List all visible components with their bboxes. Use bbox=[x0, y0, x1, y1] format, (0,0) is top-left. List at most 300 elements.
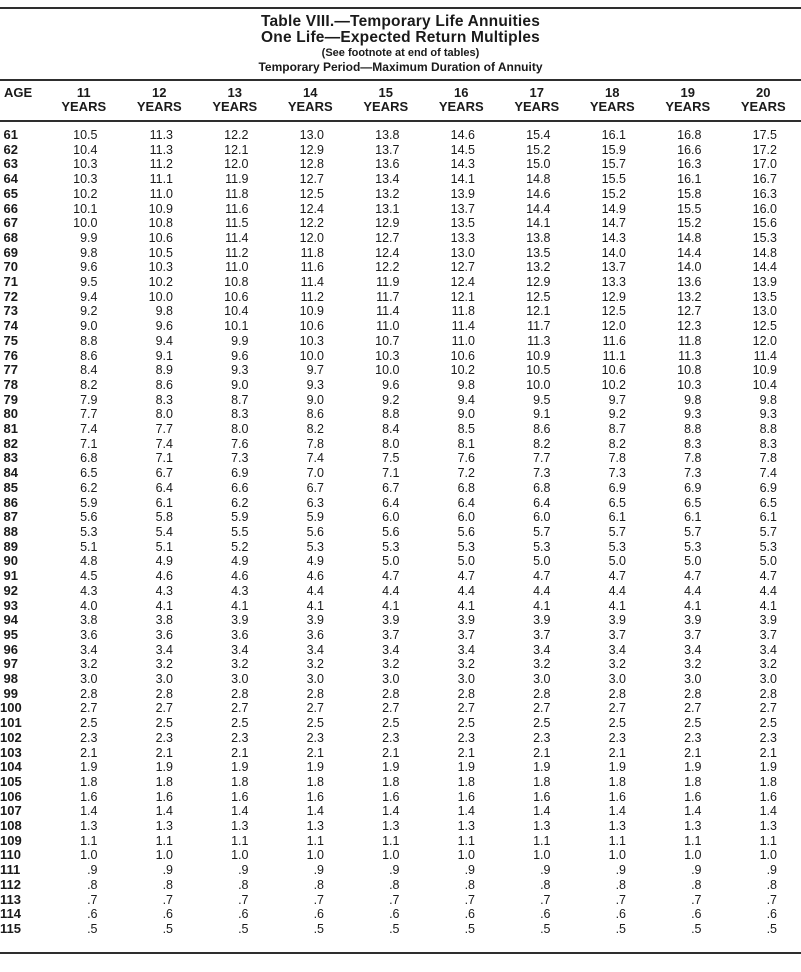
value-cell: 13.7 bbox=[450, 201, 475, 216]
value-cell: 16.3 bbox=[677, 157, 702, 172]
year-number-label: 17 bbox=[529, 85, 544, 100]
value-cell: 3.7 bbox=[457, 627, 475, 642]
value-cell: 3.2 bbox=[231, 657, 249, 672]
value-cell: 4.6 bbox=[155, 569, 173, 584]
value-cell: 8.3 bbox=[759, 436, 777, 451]
age-cell: 82 bbox=[3, 435, 18, 451]
value-cell: 11.3 bbox=[149, 128, 173, 142]
value-cell: .8 bbox=[389, 877, 400, 892]
value-cell: 2.7 bbox=[231, 701, 249, 716]
value-cell: 8.3 bbox=[684, 436, 702, 451]
value-cell: 11.3 bbox=[678, 348, 702, 363]
value-cell: .8 bbox=[313, 877, 324, 892]
value-cell: 11.6 bbox=[602, 333, 626, 348]
value-cell: .7 bbox=[691, 892, 702, 907]
value-cell: 13.2 bbox=[375, 186, 400, 201]
value-cell: 5.6 bbox=[457, 524, 475, 539]
table-row bbox=[0, 496, 801, 511]
age-cell: 70 bbox=[3, 259, 18, 275]
value-cell: 9.8 bbox=[155, 304, 173, 319]
value-cell: 9.3 bbox=[231, 363, 249, 378]
value-cell: 3.0 bbox=[457, 672, 475, 687]
value-cell: 4.1 bbox=[457, 598, 475, 613]
value-cell: 1.8 bbox=[684, 774, 702, 789]
age-cell: 98 bbox=[3, 671, 18, 687]
age-cell: 84 bbox=[3, 465, 18, 481]
value-cell: 9.1 bbox=[533, 407, 551, 422]
table-row bbox=[0, 363, 801, 378]
table-row bbox=[0, 121, 801, 143]
value-cell: 5.3 bbox=[80, 524, 98, 539]
value-cell: 12.4 bbox=[299, 201, 324, 216]
value-cell: 9.6 bbox=[382, 377, 400, 392]
value-cell: .5 bbox=[313, 921, 324, 936]
value-cell: 2.5 bbox=[457, 716, 475, 731]
value-cell: .7 bbox=[162, 892, 173, 907]
value-cell: 6.8 bbox=[457, 480, 475, 495]
value-cell: 12.1 bbox=[224, 142, 249, 157]
value-cell: .8 bbox=[162, 877, 173, 892]
value-cell: 6.7 bbox=[382, 480, 400, 495]
value-cell: 10.7 bbox=[375, 333, 400, 348]
value-cell: 3.2 bbox=[457, 657, 475, 672]
year-column-header bbox=[273, 80, 349, 121]
age-cell: 71 bbox=[3, 274, 18, 290]
value-cell: 7.7 bbox=[155, 422, 173, 437]
table-row bbox=[0, 760, 801, 775]
value-cell: 1.8 bbox=[155, 774, 173, 789]
value-cell: .8 bbox=[615, 877, 626, 892]
value-cell: 5.3 bbox=[759, 539, 777, 554]
value-cell: 15.6 bbox=[752, 216, 777, 231]
value-cell: 10.4 bbox=[224, 304, 249, 319]
value-cell: 6.4 bbox=[155, 480, 173, 495]
value-cell: 9.7 bbox=[608, 392, 626, 407]
table-row bbox=[0, 510, 801, 525]
age-cell: 104 bbox=[0, 759, 22, 775]
value-cell: 1.0 bbox=[457, 848, 475, 863]
table-row bbox=[0, 834, 801, 849]
value-cell: 6.0 bbox=[457, 510, 475, 525]
age-cell: 108 bbox=[0, 818, 22, 834]
table-row bbox=[0, 525, 801, 540]
value-cell: 5.3 bbox=[382, 539, 400, 554]
value-cell: 7.3 bbox=[533, 466, 551, 481]
value-cell: 11.6 bbox=[225, 201, 249, 216]
value-cell: 3.4 bbox=[155, 642, 173, 657]
value-cell: 7.8 bbox=[306, 436, 324, 451]
value-cell: 3.9 bbox=[382, 613, 400, 628]
value-cell: 12.5 bbox=[526, 289, 551, 304]
value-cell: .5 bbox=[389, 921, 400, 936]
value-cell: .7 bbox=[464, 892, 475, 907]
age-cell: 61 bbox=[3, 127, 18, 142]
age-cell: 112 bbox=[0, 876, 21, 892]
value-cell: .7 bbox=[766, 892, 777, 907]
value-cell: 1.6 bbox=[608, 789, 626, 804]
value-cell: 3.2 bbox=[759, 657, 777, 672]
value-cell: 2.1 bbox=[684, 745, 702, 760]
value-cell: 1.0 bbox=[759, 848, 777, 863]
value-cell: 9.3 bbox=[306, 377, 324, 392]
year-number-label: 16 bbox=[454, 85, 469, 100]
value-cell: 13.4 bbox=[375, 172, 400, 187]
value-cell: 2.3 bbox=[684, 730, 702, 745]
value-cell: 10.6 bbox=[224, 289, 249, 304]
value-cell: 6.1 bbox=[759, 510, 777, 525]
table-row bbox=[0, 451, 801, 466]
value-cell: 8.3 bbox=[231, 407, 249, 422]
value-cell: 15.4 bbox=[526, 128, 551, 142]
value-cell: 10.0 bbox=[375, 363, 400, 378]
value-cell: 3.0 bbox=[231, 672, 249, 687]
value-cell: 5.0 bbox=[533, 554, 551, 569]
age-cell: 101 bbox=[0, 715, 22, 731]
value-cell: 12.2 bbox=[299, 216, 324, 231]
value-cell: 2.5 bbox=[80, 716, 98, 731]
value-cell: 1.0 bbox=[306, 848, 324, 863]
age-cell: 95 bbox=[3, 626, 18, 642]
value-cell: 5.9 bbox=[306, 510, 324, 525]
value-cell: 10.3 bbox=[73, 172, 98, 187]
value-cell: 7.8 bbox=[684, 451, 702, 466]
value-cell: 13.5 bbox=[526, 245, 551, 260]
value-cell: 2.7 bbox=[759, 701, 777, 716]
value-cell: 13.3 bbox=[601, 275, 626, 290]
value-cell: 8.8 bbox=[684, 422, 702, 437]
value-cell: 12.0 bbox=[299, 230, 324, 245]
value-cell: 10.9 bbox=[299, 304, 324, 319]
value-cell: 1.3 bbox=[759, 819, 777, 834]
value-cell: 3.0 bbox=[80, 672, 98, 687]
value-cell: 4.1 bbox=[382, 598, 400, 613]
value-cell: 1.4 bbox=[155, 804, 173, 819]
value-cell: 9.6 bbox=[231, 348, 249, 363]
value-cell: 3.2 bbox=[684, 657, 702, 672]
table-row bbox=[0, 304, 801, 319]
value-cell: 2.1 bbox=[80, 745, 98, 760]
value-cell: 1.1 bbox=[608, 833, 626, 848]
age-cell: 64 bbox=[3, 171, 18, 187]
value-cell: .9 bbox=[313, 863, 324, 878]
value-cell: 16.7 bbox=[752, 172, 777, 187]
year-number-label: 20 bbox=[756, 85, 771, 100]
value-cell: 5.6 bbox=[80, 510, 98, 525]
value-cell: 10.8 bbox=[148, 216, 173, 231]
value-cell: 8.8 bbox=[382, 407, 400, 422]
value-cell: 11.8 bbox=[451, 304, 475, 319]
value-cell: 3.2 bbox=[80, 657, 98, 672]
table-row bbox=[0, 481, 801, 496]
value-cell: 7.4 bbox=[155, 436, 173, 451]
value-cell: 2.3 bbox=[533, 730, 551, 745]
value-cell: 8.5 bbox=[457, 422, 475, 437]
value-cell: 5.3 bbox=[533, 539, 551, 554]
value-cell: 1.4 bbox=[80, 804, 98, 819]
table-row bbox=[0, 819, 801, 834]
value-cell: .8 bbox=[238, 877, 249, 892]
value-cell: 9.8 bbox=[457, 377, 475, 392]
value-cell: 2.7 bbox=[155, 701, 173, 716]
value-cell: 12.7 bbox=[677, 304, 702, 319]
value-cell: 1.6 bbox=[533, 789, 551, 804]
value-cell: 2.8 bbox=[684, 686, 702, 701]
value-cell: 4.3 bbox=[155, 583, 173, 598]
value-cell: 1.4 bbox=[306, 804, 324, 819]
value-cell: 6.1 bbox=[684, 510, 702, 525]
value-cell: 2.5 bbox=[155, 716, 173, 731]
value-cell: 1.1 bbox=[382, 833, 400, 848]
value-cell: 7.2 bbox=[457, 466, 475, 481]
value-cell: 14.3 bbox=[450, 157, 475, 172]
value-cell: 15.8 bbox=[677, 186, 702, 201]
value-cell: 4.1 bbox=[759, 598, 777, 613]
value-cell: 3.4 bbox=[533, 642, 551, 657]
value-cell: 1.6 bbox=[231, 789, 249, 804]
value-cell: 3.2 bbox=[306, 657, 324, 672]
age-cell: 97 bbox=[3, 656, 18, 672]
value-cell: 4.7 bbox=[382, 569, 400, 584]
value-cell: 8.2 bbox=[306, 422, 324, 437]
table-title-line2: One Life—Expected Return Multiples bbox=[261, 29, 540, 46]
value-cell: 1.6 bbox=[457, 789, 475, 804]
value-cell: 3.8 bbox=[155, 613, 173, 628]
value-cell: 4.4 bbox=[759, 583, 777, 598]
value-cell: 17.5 bbox=[752, 128, 777, 142]
value-cell: 4.8 bbox=[80, 554, 98, 569]
table-row bbox=[0, 187, 801, 202]
value-cell: 8.2 bbox=[533, 436, 551, 451]
value-cell: 3.4 bbox=[231, 642, 249, 657]
value-cell: 12.9 bbox=[526, 275, 551, 290]
value-cell: .6 bbox=[162, 907, 173, 922]
value-cell: 2.5 bbox=[684, 716, 702, 731]
value-cell: 4.5 bbox=[80, 569, 98, 584]
value-cell: 3.6 bbox=[231, 627, 249, 642]
value-cell: 1.0 bbox=[533, 848, 551, 863]
table-row bbox=[0, 216, 801, 231]
value-cell: 9.9 bbox=[231, 333, 249, 348]
value-cell: 1.6 bbox=[759, 789, 777, 804]
value-cell: 11.3 bbox=[149, 142, 173, 157]
value-cell: 11.4 bbox=[300, 275, 324, 290]
value-cell: 2.8 bbox=[759, 686, 777, 701]
value-cell: 8.0 bbox=[155, 407, 173, 422]
value-cell: 1.0 bbox=[608, 848, 626, 863]
value-cell: 4.9 bbox=[231, 554, 249, 569]
value-cell: 8.0 bbox=[231, 422, 249, 437]
value-cell: .6 bbox=[615, 907, 626, 922]
value-cell: 3.0 bbox=[608, 672, 626, 687]
value-cell: 1.9 bbox=[759, 760, 777, 775]
value-cell: 4.4 bbox=[306, 583, 324, 598]
value-cell: 3.0 bbox=[382, 672, 400, 687]
value-cell: 5.3 bbox=[306, 539, 324, 554]
age-cell: 86 bbox=[3, 494, 18, 510]
value-cell: 8.6 bbox=[306, 407, 324, 422]
value-cell: 16.1 bbox=[601, 128, 626, 142]
value-cell: 1.4 bbox=[608, 804, 626, 819]
value-cell: 11.9 bbox=[376, 275, 400, 290]
value-cell: 14.8 bbox=[752, 245, 777, 260]
value-cell: 5.9 bbox=[231, 510, 249, 525]
value-cell: 4.1 bbox=[684, 598, 702, 613]
table-body bbox=[0, 121, 801, 937]
value-cell: .9 bbox=[162, 863, 173, 878]
value-cell: 4.3 bbox=[231, 583, 249, 598]
value-cell: 7.8 bbox=[759, 451, 777, 466]
value-cell: 15.2 bbox=[601, 186, 626, 201]
value-cell: 10.4 bbox=[752, 377, 777, 392]
value-cell: 3.4 bbox=[457, 642, 475, 657]
value-cell: 5.0 bbox=[759, 554, 777, 569]
value-cell: 8.8 bbox=[80, 333, 98, 348]
value-cell: 13.1 bbox=[375, 201, 400, 216]
value-cell: 12.1 bbox=[450, 289, 475, 304]
value-cell: 2.7 bbox=[306, 701, 324, 716]
value-cell: 11.2 bbox=[149, 157, 173, 172]
value-cell: 4.1 bbox=[155, 598, 173, 613]
age-cell: 88 bbox=[3, 523, 18, 539]
value-cell: 2.3 bbox=[155, 730, 173, 745]
value-cell: 14.3 bbox=[601, 230, 626, 245]
value-cell: 6.1 bbox=[155, 495, 173, 510]
value-cell: 11.1 bbox=[149, 172, 173, 187]
value-cell: 3.7 bbox=[533, 627, 551, 642]
value-cell: 1.6 bbox=[80, 789, 98, 804]
value-cell: .5 bbox=[691, 921, 702, 936]
value-cell: .7 bbox=[87, 892, 98, 907]
value-cell: 4.9 bbox=[155, 554, 173, 569]
table-header bbox=[0, 80, 801, 121]
value-cell: 2.8 bbox=[457, 686, 475, 701]
age-cell: 69 bbox=[3, 244, 18, 260]
value-cell: 12.8 bbox=[299, 157, 324, 172]
value-cell: 2.7 bbox=[382, 701, 400, 716]
value-cell: 1.4 bbox=[759, 804, 777, 819]
value-cell: 10.2 bbox=[148, 275, 173, 290]
table-row bbox=[0, 863, 801, 878]
value-cell: 4.7 bbox=[533, 569, 551, 584]
value-cell: 16.6 bbox=[677, 142, 702, 157]
value-cell: 12.2 bbox=[224, 128, 249, 142]
value-cell: 1.8 bbox=[382, 774, 400, 789]
value-cell: 3.4 bbox=[382, 642, 400, 657]
value-cell: 11.0 bbox=[225, 260, 249, 275]
year-column-header bbox=[499, 80, 575, 121]
value-cell: .5 bbox=[464, 921, 475, 936]
value-cell: 13.0 bbox=[299, 128, 324, 142]
value-cell: 9.1 bbox=[155, 348, 173, 363]
value-cell: 14.5 bbox=[450, 142, 475, 157]
table-row bbox=[0, 569, 801, 584]
value-cell: 3.9 bbox=[306, 613, 324, 628]
value-cell: 4.3 bbox=[80, 583, 98, 598]
value-cell: 8.6 bbox=[155, 377, 173, 392]
value-cell: 11.7 bbox=[376, 289, 400, 304]
years-label: YEARS bbox=[363, 99, 409, 114]
value-cell: .9 bbox=[87, 863, 98, 878]
table-row bbox=[0, 246, 801, 261]
value-cell: 7.4 bbox=[759, 466, 777, 481]
value-cell: 9.0 bbox=[306, 392, 324, 407]
value-cell: 5.1 bbox=[155, 539, 173, 554]
value-cell: 1.8 bbox=[306, 774, 324, 789]
value-cell: 10.2 bbox=[450, 363, 475, 378]
value-cell: 10.5 bbox=[148, 245, 173, 260]
value-cell: 2.8 bbox=[231, 686, 249, 701]
value-cell: 1.4 bbox=[533, 804, 551, 819]
years-label: YEARS bbox=[61, 99, 107, 114]
value-cell: 12.1 bbox=[526, 304, 551, 319]
value-cell: .6 bbox=[238, 907, 249, 922]
value-cell: .5 bbox=[540, 921, 551, 936]
table-row bbox=[0, 643, 801, 658]
value-cell: 8.8 bbox=[759, 422, 777, 437]
annuity-table bbox=[0, 79, 801, 937]
value-cell: 6.2 bbox=[231, 495, 249, 510]
value-cell: 4.1 bbox=[533, 598, 551, 613]
table-row bbox=[0, 202, 801, 217]
value-cell: 7.1 bbox=[382, 466, 400, 481]
value-cell: 2.1 bbox=[306, 745, 324, 760]
value-cell: 9.8 bbox=[684, 392, 702, 407]
value-cell: 6.8 bbox=[80, 451, 98, 466]
value-cell: 1.4 bbox=[231, 804, 249, 819]
years-label: YEARS bbox=[212, 99, 258, 114]
value-cell: 4.7 bbox=[684, 569, 702, 584]
value-cell: 9.4 bbox=[80, 289, 98, 304]
table-row bbox=[0, 393, 801, 408]
value-cell: 5.7 bbox=[608, 524, 626, 539]
value-cell: .9 bbox=[238, 863, 249, 878]
age-cell: 66 bbox=[3, 200, 18, 216]
age-cell: 113 bbox=[0, 891, 21, 907]
value-cell: 2.1 bbox=[231, 745, 249, 760]
value-cell: 15.0 bbox=[526, 157, 551, 172]
value-cell: 9.0 bbox=[457, 407, 475, 422]
value-cell: 14.8 bbox=[677, 230, 702, 245]
value-cell: .5 bbox=[766, 921, 777, 936]
value-cell: 4.6 bbox=[306, 569, 324, 584]
value-cell: 4.1 bbox=[608, 598, 626, 613]
value-cell: 7.7 bbox=[533, 451, 551, 466]
value-cell: 3.9 bbox=[231, 613, 249, 628]
value-cell: 6.9 bbox=[608, 480, 626, 495]
value-cell: 6.9 bbox=[684, 480, 702, 495]
value-cell: 13.7 bbox=[601, 260, 626, 275]
value-cell: 13.0 bbox=[752, 304, 777, 319]
value-cell: 4.0 bbox=[80, 598, 98, 613]
value-cell: .7 bbox=[615, 892, 626, 907]
value-cell: 6.5 bbox=[608, 495, 626, 510]
table-title-line1: Table VIII.—Temporary Life Annuities bbox=[260, 13, 541, 30]
value-cell: 1.0 bbox=[80, 848, 98, 863]
value-cell: 12.0 bbox=[752, 333, 777, 348]
value-cell: 1.1 bbox=[80, 833, 98, 848]
value-cell: 2.3 bbox=[457, 730, 475, 745]
value-cell: 13.8 bbox=[375, 128, 400, 142]
age-cell: 107 bbox=[0, 803, 22, 819]
value-cell: 11.1 bbox=[602, 348, 626, 363]
value-cell: 5.7 bbox=[533, 524, 551, 539]
value-cell: .7 bbox=[540, 892, 551, 907]
value-cell: 5.4 bbox=[155, 524, 173, 539]
table-row bbox=[0, 848, 801, 863]
value-cell: 1.9 bbox=[457, 760, 475, 775]
value-cell: 3.4 bbox=[608, 642, 626, 657]
year-number-label: 12 bbox=[152, 85, 167, 100]
